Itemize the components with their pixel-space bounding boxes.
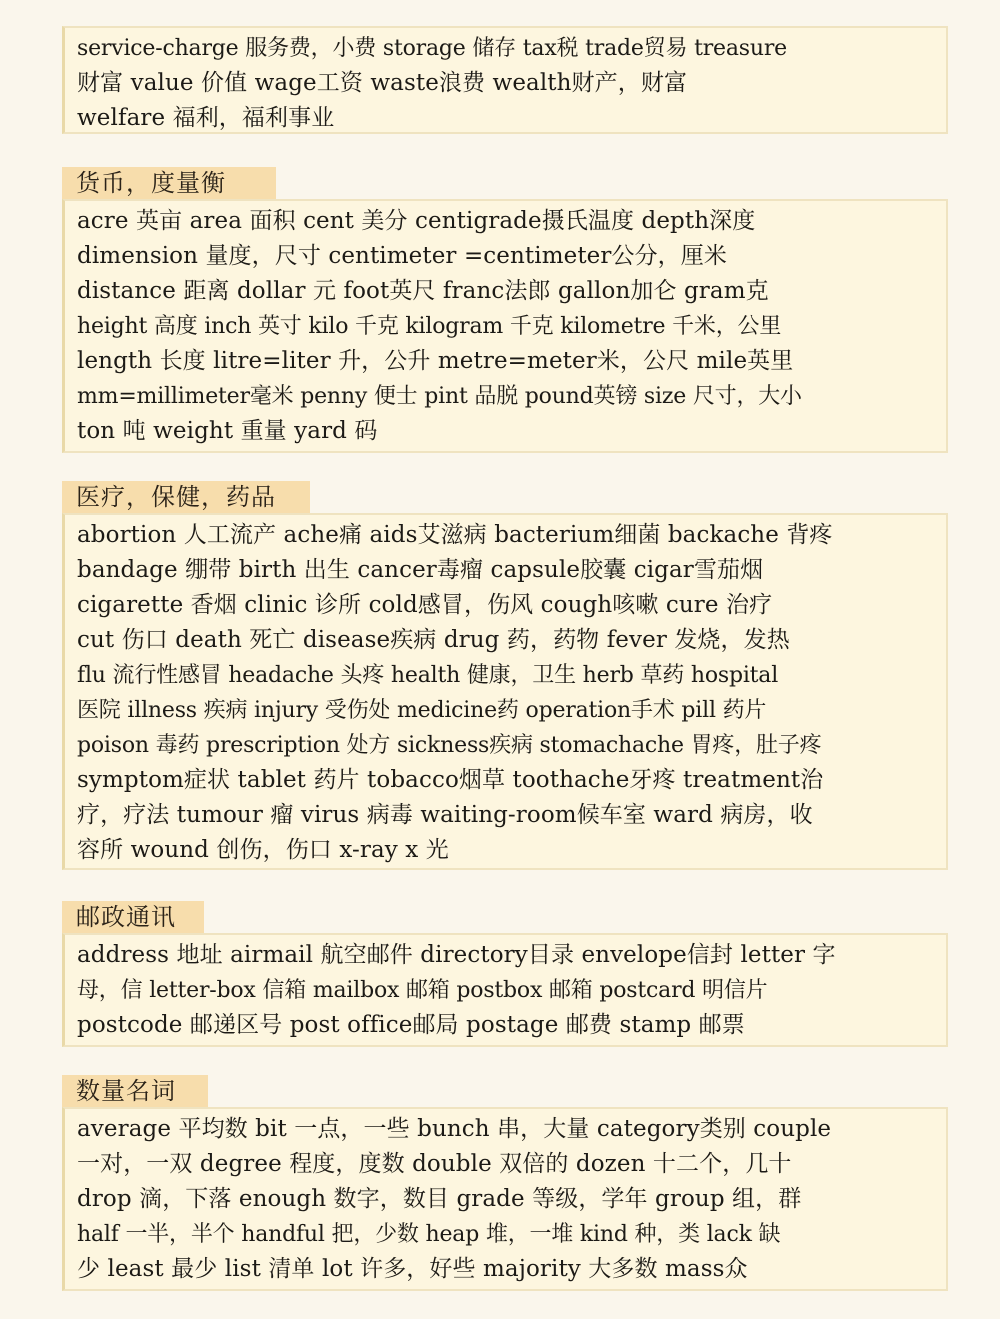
section-heading: 邮政通讯 [62, 901, 204, 933]
text-line: half 一半，半个 handful 把，少数 heap 堆，一堆 kind 种，类 lack 缺 [77, 1222, 781, 1247]
text-line: ton 吨 weight 重量 yard 码 [77, 418, 378, 444]
section-heading: 数量名词 [62, 1075, 208, 1107]
text-line: 一对，一双 degree 程度，度数 double 双倍的 dozen 十二个，几十 [77, 1151, 792, 1177]
text-line: 疗，疗法 tumour 瘤 virus 病毒 waiting-room候车室 ward 病房，收 [77, 802, 813, 828]
section-text-box [62, 933, 948, 1047]
text-line: postcode 邮递区号 post office邮局 postage 邮费 stamp 邮票 [77, 1012, 745, 1038]
text-line: acre 英亩 area 面积 cent 美分 centigrade摄氏温度 depth深度 [77, 208, 756, 234]
text-line: 医院 illness 疾病 injury 受伤处 medicine药 operation手术 pill 药片 [77, 698, 767, 723]
text-line: flu 流行性感冒 headache 头疼 health 健康，卫生 herb 草药 hospital [77, 663, 779, 688]
text-line: dimension 量度，尺寸 centimeter =centimeter公分，厘米 [77, 243, 727, 269]
text-line: service-charge 服务费，小费 storage 储存 tax税 trade贸易 treasure [77, 36, 787, 61]
text-line: cut 伤口 death 死亡 disease疾病 drug 药，药物 fever 发烧，发热 [77, 627, 790, 653]
section-quantity-nouns [62, 1075, 948, 1291]
text-line: 容所 wound 创伤，伤口 x-ray x 光 [77, 837, 449, 863]
section-currency-measures [62, 167, 948, 453]
section-text-box [62, 26, 948, 134]
section-postal-communication [62, 901, 948, 1047]
text-line: bandage 绷带 birth 出生 cancer毒瘤 capsule胶囊 cigar雪茄烟 [77, 557, 764, 583]
text-line: address 地址 airmail 航空邮件 directory目录 envelope信封 letter 字 [77, 942, 836, 968]
text-line: symptom症状 tablet 药片 tobacco烟草 toothache牙疼 treatment治 [77, 767, 824, 793]
section-text-box [62, 1107, 948, 1291]
text-line: poison 毒药 prescription 处方 sickness疾病 stomachache 胃疼，肚子疼 [77, 733, 822, 758]
text-line: 少 least 最少 list 清单 lot 许多，好些 majority 大多数 mass众 [77, 1256, 748, 1282]
section-medical-health [62, 481, 948, 870]
text-line: height 高度 inch 英寸 kilo 千克 kilogram 千克 kilometre 千米，公里 [77, 314, 782, 339]
text-line: 财富 value 价值 wage工资 waste浪费 wealth财产，财富 [77, 70, 688, 96]
text-line: drop 滴，下落 enough 数字，数目 grade 等级，学年 group 组，群 [77, 1186, 802, 1212]
section-heading: 货币，度量衡 [62, 167, 276, 199]
text-line: distance 距离 dollar 元 foot英尺 franc法郎 gallon加仑 gram克 [77, 278, 769, 304]
text-line: average 平均数 bit 一点，一些 bunch 串，大量 category类别 couple [77, 1116, 832, 1142]
text-line: 母，信 letter-box 信箱 mailbox 邮箱 postbox 邮箱 postcard 明信片 [77, 978, 768, 1003]
text-line: abortion 人工流产 ache痛 aids艾滋病 bacterium细菌 backache 背疼 [77, 522, 833, 548]
section-text-box [62, 199, 948, 453]
section-heading: 医疗，保健，药品 [62, 481, 310, 513]
text-line: cigarette 香烟 clinic 诊所 cold感冒，伤风 cough咳嗽 cure 治疗 [77, 592, 773, 618]
text-line: welfare 福利，福利事业 [77, 105, 335, 131]
section-economy-continued [62, 26, 948, 134]
section-text-box [62, 513, 948, 870]
text-line: mm=millimeter毫米 penny 便士 pint 品脱 pound英镑 size 尺寸，大小 [77, 384, 802, 409]
text-line: length 长度 litre=liter 升，公升 metre=meter米，公尺 mile英里 [77, 348, 794, 374]
